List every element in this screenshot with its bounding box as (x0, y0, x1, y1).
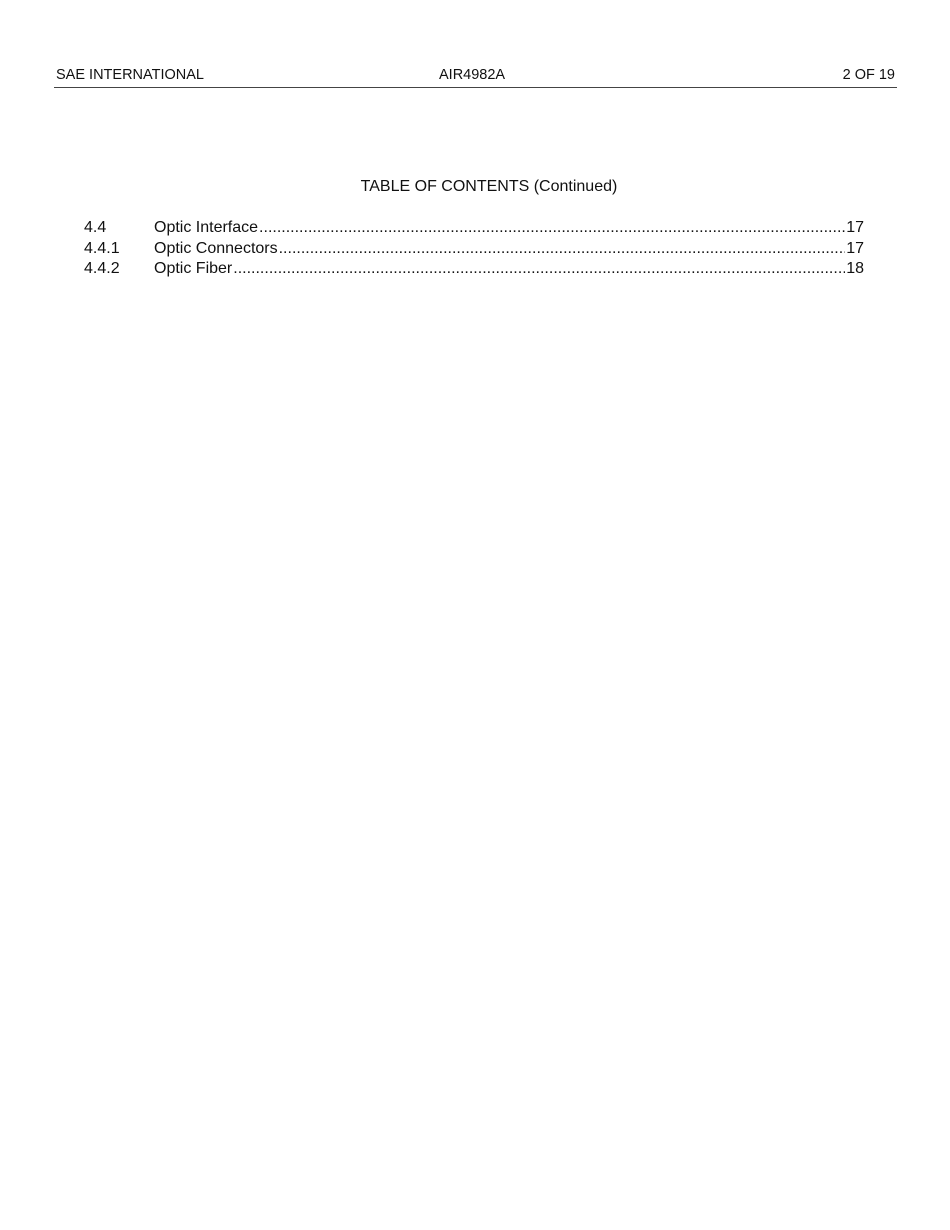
toc-entry-page: 17 (846, 239, 864, 257)
header-page-indicator: 2 OF 19 (842, 67, 895, 83)
toc-entry-label: Optic Connectors (154, 239, 278, 257)
toc-entry-number: 4.4 (84, 219, 107, 236)
toc-leader-dots (259, 218, 845, 239)
toc-entry-label: Optic Fiber (154, 260, 233, 277)
toc-entry[interactable] (84, 239, 864, 260)
toc-list (84, 218, 864, 280)
toc-title: TABLE OF CONTENTS (Continued) (360, 178, 618, 195)
header-document-id: AIR4982A (439, 67, 506, 83)
toc-entry-number: 4.4.2 (84, 260, 120, 277)
toc-entry[interactable] (84, 218, 864, 239)
toc-leader-dots (279, 239, 846, 260)
toc-leader-dots (233, 259, 845, 280)
toc-entry-page: 17 (846, 219, 864, 236)
toc-entry-page: 18 (846, 260, 864, 277)
toc-entry-label: Optic Interface (154, 219, 259, 236)
page-header (54, 66, 897, 88)
toc-entry[interactable] (84, 259, 864, 280)
header-organization: SAE INTERNATIONAL (56, 67, 204, 83)
toc-entry-number: 4.4.1 (84, 239, 120, 257)
